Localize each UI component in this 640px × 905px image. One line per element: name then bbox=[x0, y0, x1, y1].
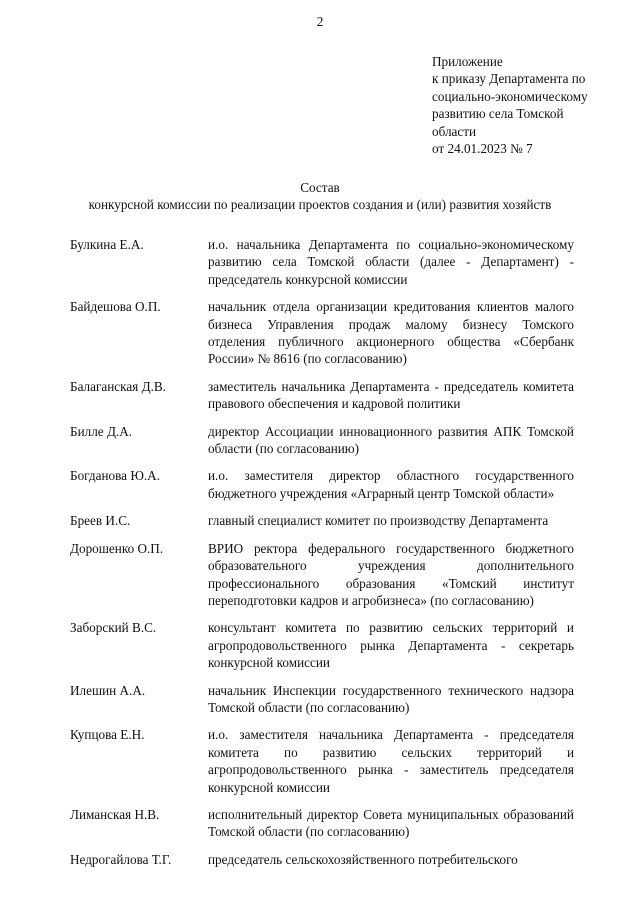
member-name: Булкина Е.А. bbox=[70, 237, 144, 252]
member-row bbox=[70, 726, 574, 796]
member-role: исполнительный директор Совета муниципальных образований Томской области (по согласованию) bbox=[208, 806, 574, 840]
member-role: главный специалист комитет по производству Департамента bbox=[208, 513, 549, 529]
member-role: ВРИО ректора федерального государственного бюджетного образовательного учреждения дополнительного профессионального образования «Томский институт переподготовки кадров и агробизнеса» (по согласованию) bbox=[208, 540, 574, 608]
appendix-line: от 24.01.2023 № 7 bbox=[432, 141, 533, 157]
member-row bbox=[70, 540, 574, 610]
member-role: начальник отдела организации кредитования клиентов малого бизнеса Управления продаж малому бизнесу Томского отделения публичного акционерного общества «Сбербанк России» № 8616 (по согласованию) bbox=[208, 299, 574, 367]
member-role: и.о. заместителя начальника Департамента - председателя комитета по развитию сельских территорий и агропродовольственного рынка - заместитель председателя конкурсной комиссии bbox=[208, 727, 574, 795]
member-role: заместитель начальника Департамента - председатель комитета правового обеспечения и кадровой политики bbox=[208, 378, 574, 412]
member-name: Билле Д.А. bbox=[70, 423, 133, 439]
member-row bbox=[70, 236, 574, 288]
member-name: Илешин А.А. bbox=[70, 682, 146, 698]
member-name: Богданова Ю.А. bbox=[70, 468, 161, 484]
member-row bbox=[70, 467, 574, 502]
appendix-line: к приказу Департамента по bbox=[432, 71, 586, 87]
appendix-line: области bbox=[432, 123, 477, 139]
member-role: и.о. заместителя директор областного государственного бюджетного учреждения «Аграрный центр Томской области» bbox=[208, 468, 574, 501]
title-line-1: Состав bbox=[300, 180, 340, 195]
member-role: и.о. начальника Департамента по социально-экономическому развитию села Томской области (далее - Департамент) - председатель конкурсной комиссии bbox=[208, 237, 574, 287]
member-row bbox=[70, 619, 574, 671]
member-row bbox=[70, 851, 574, 868]
member-role: председатель сельскохозяйственного потребительского bbox=[208, 851, 518, 867]
member-row bbox=[70, 512, 574, 529]
member-row bbox=[70, 806, 574, 841]
member-name: Недрогайлова Т.Г. bbox=[70, 851, 172, 867]
document-title bbox=[0, 179, 640, 214]
appendix-block bbox=[432, 53, 622, 157]
member-row bbox=[70, 682, 574, 717]
member-row bbox=[70, 298, 574, 368]
title-line-2: конкурсной комиссии по реализации проектов создания и (или) развития хозяйств bbox=[88, 197, 552, 213]
members-list bbox=[70, 236, 574, 878]
member-role: директор Ассоциации инновационного развития АПК Томской области (по согласованию) bbox=[208, 423, 574, 457]
member-name: Лиманская Н.В. bbox=[70, 806, 160, 822]
member-role: начальник Инспекции государственного технического надзора Томской области (по согласованию) bbox=[208, 682, 574, 715]
appendix-line: социально-экономическому bbox=[432, 88, 588, 104]
member-name: Байдешова О.П. bbox=[70, 299, 161, 315]
member-name: Балаганская Д.В. bbox=[70, 378, 166, 394]
member-name: Бреев И.С. bbox=[70, 513, 131, 529]
member-name: Дорошенко О.П. bbox=[70, 540, 164, 556]
member-name: Заборский В.С. bbox=[70, 620, 157, 636]
member-row bbox=[70, 378, 574, 413]
member-row bbox=[70, 423, 574, 458]
appendix-line: развитию села Томской bbox=[432, 106, 564, 122]
page-number: 2 bbox=[316, 14, 324, 29]
member-role: консультант комитета по развитию сельских территорий и агропродовольственного рынка Департамента - секретарь конкурсной комиссии bbox=[208, 620, 574, 671]
member-name: Купцова Е.Н. bbox=[70, 727, 145, 743]
appendix-line: Приложение bbox=[432, 54, 503, 69]
